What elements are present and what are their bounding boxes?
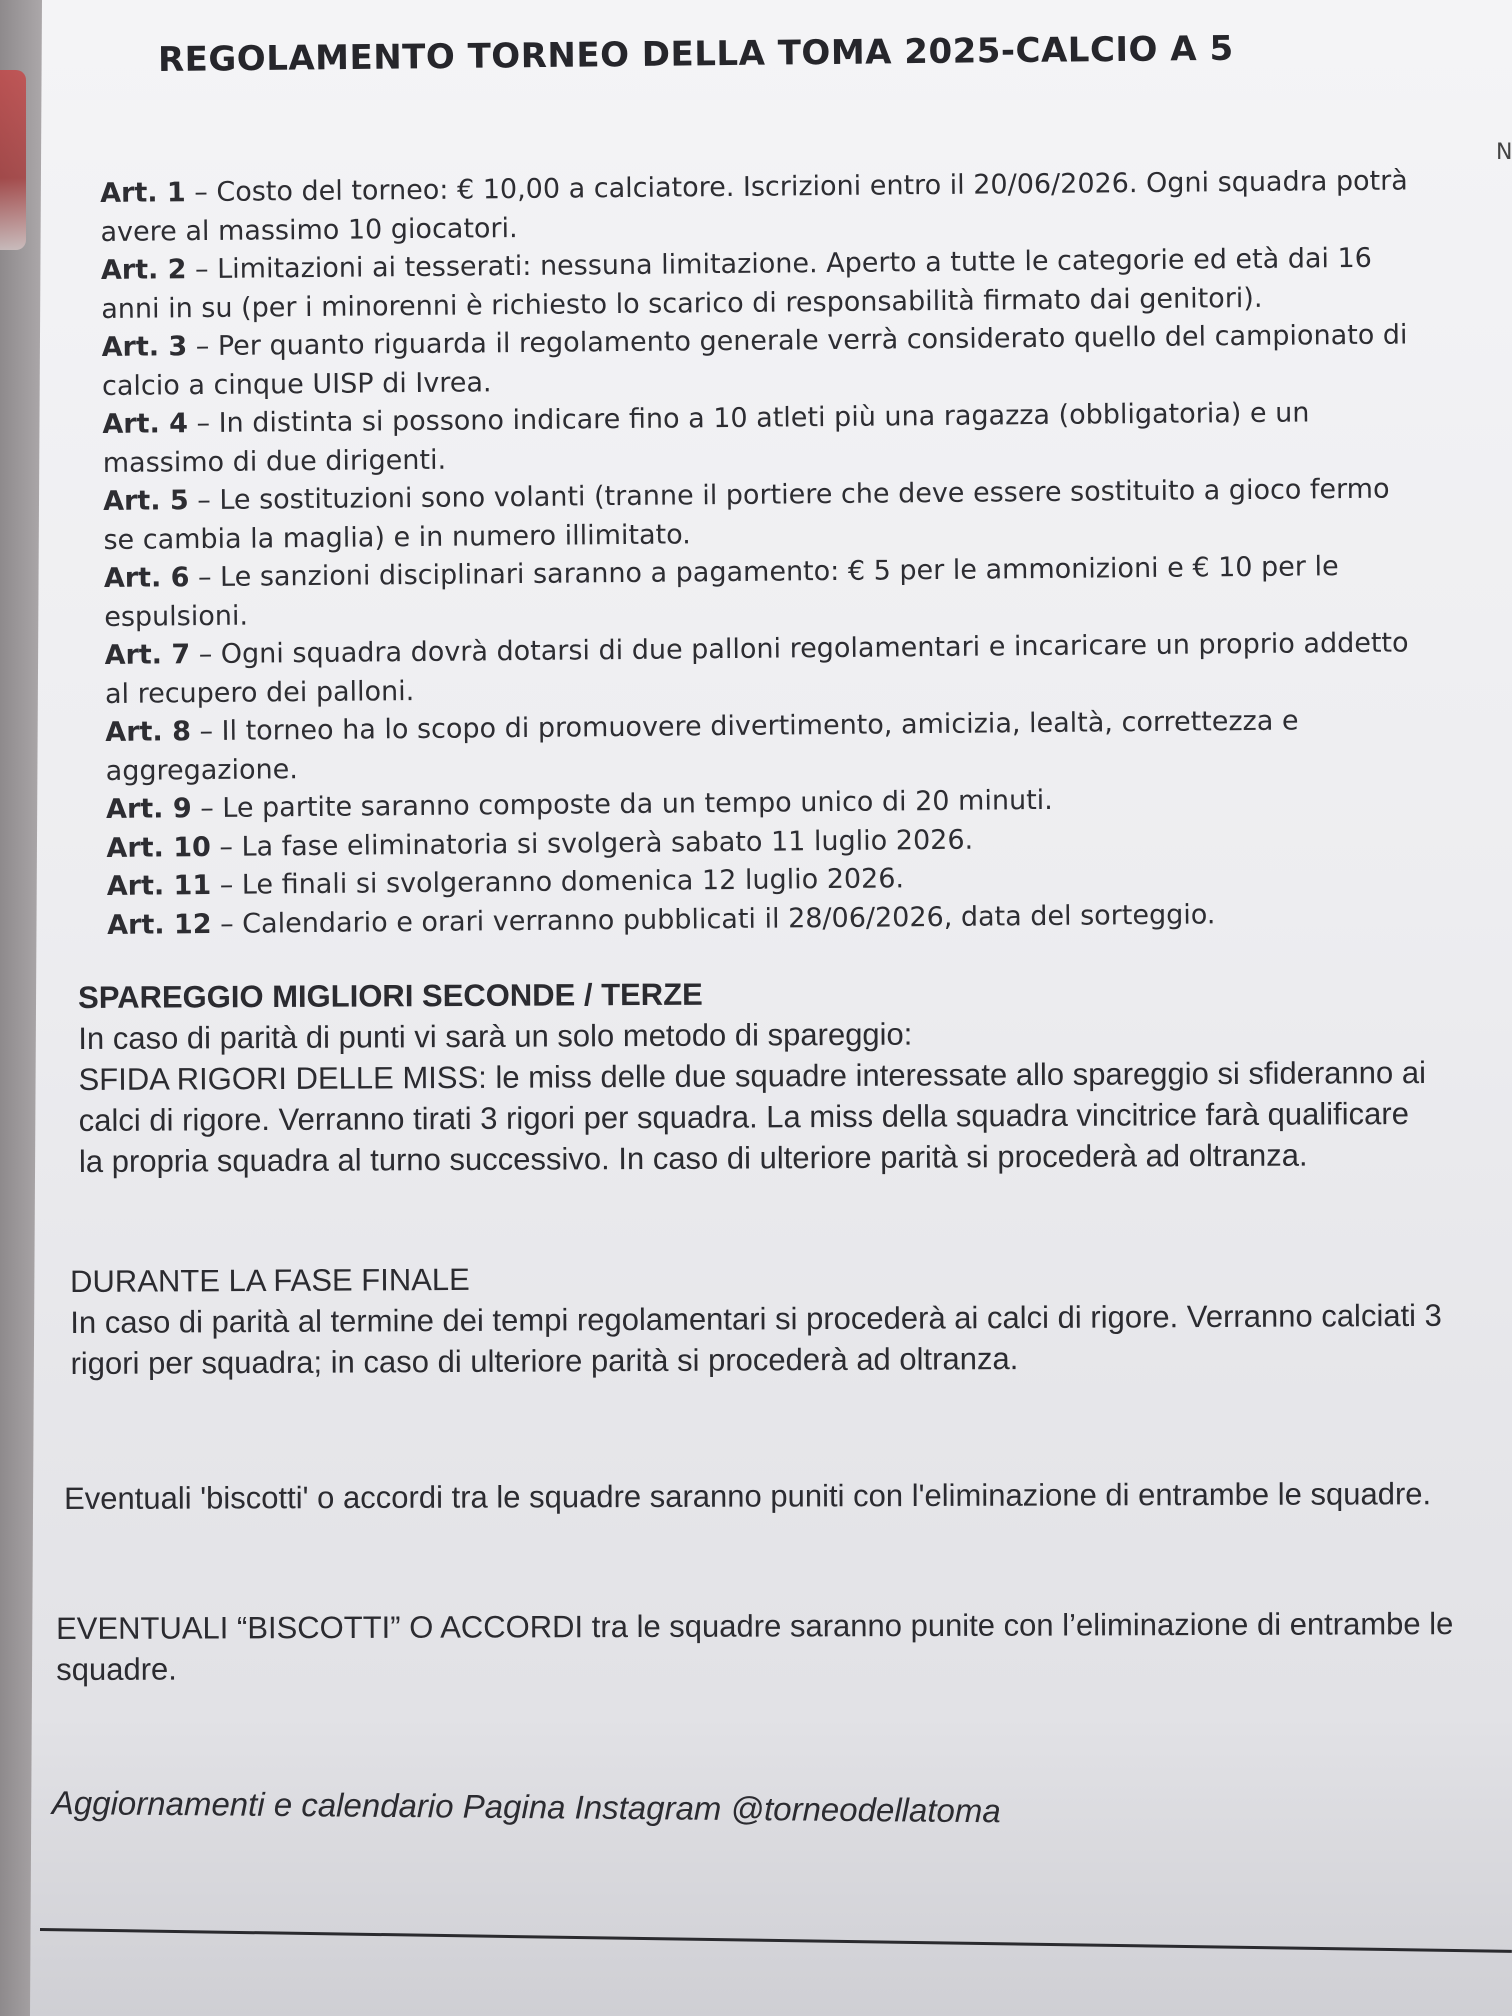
article-text: Costo del torneo: € 10,00 a calciatore. Iscrizioni entro il 20/06/2026. Ogni squadra potrà avere al massimo 10 giocatori. bbox=[100, 165, 1408, 248]
article-separator: – bbox=[187, 407, 219, 440]
article-text: Ogni squadra dovrà dotarsi di due palloni regolamentari e incaricare un proprio addetto al recupero dei palloni. bbox=[104, 627, 1409, 710]
article-separator: – bbox=[189, 561, 221, 594]
article-text: Le sostituzioni sono volanti (tranne il portiere che deve essere sostituito a gioco fermo se cambia la maglia) e in numero illimitato. bbox=[103, 473, 1390, 556]
document-title: REGOLAMENTO TORNEO DELLA TOMA 2025-CALCIO A 5 bbox=[157, 28, 1234, 80]
article-text: Per quanto riguarda il regolamento generale verrà considerato quello del campionato di calcio a cinque UISP di Ivrea. bbox=[101, 319, 1408, 402]
article-number: Art. 6 bbox=[103, 562, 190, 594]
article-8 bbox=[105, 701, 1426, 791]
article-number: Art. 4 bbox=[102, 408, 189, 440]
article-separator: – bbox=[211, 869, 243, 901]
article-number: Art. 11 bbox=[106, 869, 212, 902]
article-separator: – bbox=[210, 831, 242, 863]
article-7 bbox=[104, 624, 1425, 714]
article-separator: – bbox=[188, 484, 220, 517]
article-1 bbox=[100, 162, 1421, 252]
fase-finale-body: In caso di parità al termine dei tempi regolamentari si procederà ai calci di rigore. Verranno calciati 3 rigori per squadra; in caso di ulteriore parità si procederà ad oltranza. bbox=[70, 1297, 1442, 1381]
bottom-divider-line bbox=[40, 1928, 1512, 1953]
article-separator: – bbox=[191, 792, 223, 825]
article-number: Art. 9 bbox=[105, 793, 192, 825]
article-4 bbox=[102, 393, 1423, 483]
biscotti-note-1: Eventuali 'biscotti' o accordi tra le squadre saranno puniti con l'eliminazione di entrambe le squadre. bbox=[64, 1476, 1432, 1516]
article-text: In distinta si possono indicare fino a 10 atleti più una ragazza (obbligatoria) e un massimo di due dirigenti. bbox=[102, 397, 1310, 479]
article-number: Art. 12 bbox=[107, 908, 212, 941]
article-text: Le partite saranno composte da un tempo unico di 20 minuti. bbox=[222, 784, 1053, 824]
article-5 bbox=[103, 470, 1424, 560]
article-number: Art. 1 bbox=[100, 177, 186, 209]
instagram-footer-note: Aggiornamenti e calendario Pagina Instagram @torneodellatoma bbox=[51, 1784, 1001, 1830]
article-separator: – bbox=[190, 715, 222, 748]
edge-letter-mark: N bbox=[1496, 140, 1512, 165]
article-number: Art. 10 bbox=[106, 831, 211, 864]
biscotti-note-2: EVENTUALI “BISCOTTI” O ACCORDI tra le squadre saranno punite con l’eliminazione di entrambe le squadre. bbox=[56, 1606, 1454, 1687]
article-separator: – bbox=[187, 330, 219, 363]
article-separator: – bbox=[186, 253, 218, 286]
spareggio-section bbox=[78, 970, 1439, 1182]
article-number: Art. 5 bbox=[102, 485, 189, 517]
article-text: La fase eliminatoria si svolgerà sabato 11 luglio 2026. bbox=[241, 824, 974, 863]
article-number: Art. 8 bbox=[105, 716, 192, 748]
fase-finale-heading: DURANTE LA FASE FINALE bbox=[70, 1261, 470, 1299]
article-text: Limitazioni ai tesserati: nessuna limitazione. Aperto a tutte le categorie ed età dai 16 anni in su (per i minorenni è richiesto lo scarico di responsabilità firmato dai genitori). bbox=[101, 242, 1373, 325]
article-separator: – bbox=[185, 176, 217, 209]
article-separator: – bbox=[211, 908, 243, 940]
fase-finale-section bbox=[70, 1254, 1451, 1384]
article-3 bbox=[101, 316, 1422, 406]
article-text: Le finali si svolgeranno domenica 12 luglio 2026. bbox=[241, 863, 905, 901]
spareggio-heading: SPAREGGIO MIGLIORI SECONDE / TERZE bbox=[78, 976, 703, 1015]
article-number: Art. 3 bbox=[101, 331, 188, 363]
articles-list bbox=[100, 162, 1427, 945]
article-number: Art. 2 bbox=[100, 254, 187, 286]
article-text: Calendario e orari verranno pubblicati il 28/06/2026, data del sorteggio. bbox=[242, 898, 1216, 940]
article-text: Le sanzioni disciplinari saranno a pagamento: € 5 per le ammonizioni e € 10 per le espulsioni. bbox=[104, 551, 1339, 633]
article-separator: – bbox=[190, 638, 221, 671]
article-text: Il torneo ha lo scopo di promuovere divertimento, amicizia, lealtà, correttezza e aggregazione. bbox=[105, 705, 1299, 787]
article-6 bbox=[104, 547, 1425, 637]
spareggio-body: SFIDA RIGORI DELLE MISS: le miss delle due squadre interessate allo spareggio si sfideranno ai calci di rigore. Verranno tirati 3 rigori per squadra. La miss della squadra vincitrice farà qualificare la propria squadra al turno successivo. In caso di ulteriore parità si procederà ad oltranza. bbox=[78, 1054, 1427, 1179]
spareggio-intro: In caso di parità di punti vi sarà un solo metodo di spareggio: bbox=[78, 1016, 913, 1056]
article-number: Art. 7 bbox=[104, 639, 191, 671]
article-2 bbox=[101, 239, 1422, 329]
